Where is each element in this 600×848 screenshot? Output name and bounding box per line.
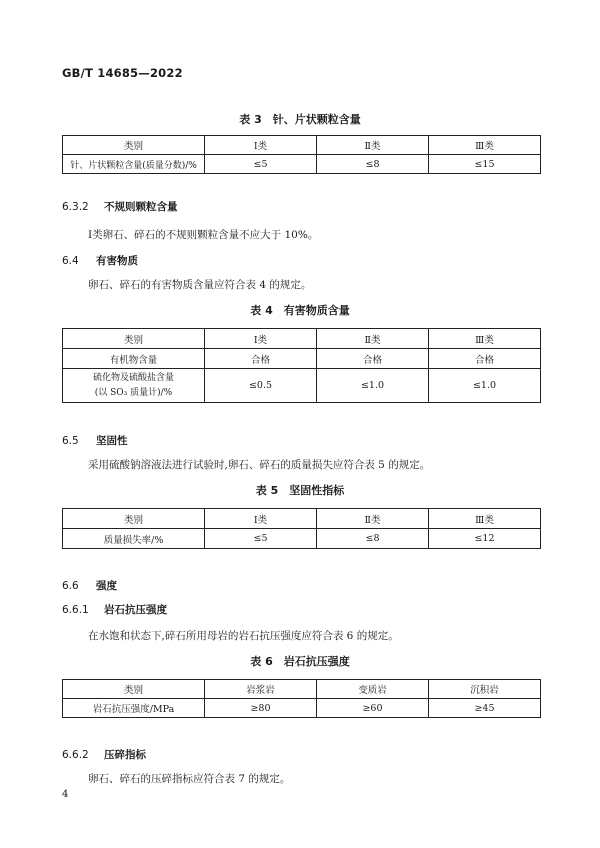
table-cell: ≤1.0 bbox=[429, 369, 541, 403]
table-6-header-row bbox=[63, 680, 541, 699]
section-title: 不规则颗粒含量 bbox=[104, 201, 178, 213]
page-number: 4 bbox=[62, 789, 69, 800]
table-row bbox=[63, 369, 541, 403]
table-cell: 岩石抗压强度/MPa bbox=[63, 699, 205, 718]
table-header-cell: 岩浆岩 bbox=[205, 680, 317, 699]
section-6-5-heading bbox=[62, 433, 128, 448]
table-cell: 合格 bbox=[429, 349, 541, 369]
section-title: 压碎指标 bbox=[104, 749, 146, 761]
table-cell: ≤5 bbox=[205, 155, 317, 174]
table-row bbox=[63, 155, 541, 174]
section-number: 6.6.2 bbox=[62, 749, 89, 761]
table-5 bbox=[62, 508, 541, 549]
table-header-cell: 沉积岩 bbox=[429, 680, 541, 699]
table-6 bbox=[62, 679, 541, 718]
table-cell: ≤1.0 bbox=[317, 369, 429, 403]
table-cell: 合格 bbox=[317, 349, 429, 369]
table-cell: ≤12 bbox=[429, 529, 541, 549]
table-cell: ≤8 bbox=[317, 155, 429, 174]
section-number: 6.6.1 bbox=[62, 604, 89, 616]
section-6-4-heading bbox=[62, 253, 138, 268]
table-header-cell: Ⅲ类 bbox=[429, 136, 541, 155]
section-title: 坚固性 bbox=[96, 435, 128, 447]
table-row bbox=[63, 349, 541, 369]
table-header-cell: Ⅰ类 bbox=[205, 329, 317, 349]
table-cell: ≥80 bbox=[205, 699, 317, 718]
section-title: 强度 bbox=[96, 580, 117, 592]
section-number: 6.4 bbox=[62, 255, 79, 267]
section-6-6-1-heading bbox=[62, 602, 167, 617]
section-title: 岩石抗压强度 bbox=[104, 604, 167, 616]
table-row bbox=[63, 529, 541, 549]
table-header-cell: Ⅰ类 bbox=[205, 509, 317, 529]
section-number: 6.5 bbox=[62, 435, 79, 447]
table-header-cell: Ⅱ类 bbox=[317, 136, 429, 155]
table-6-caption: 表 6 岩石抗压强度 bbox=[250, 655, 350, 668]
table-4-caption: 表 4 有害物质含量 bbox=[250, 304, 350, 317]
table-header-cell: Ⅱ类 bbox=[317, 509, 429, 529]
table-3-caption: 表 3 针、片状颗粒含量 bbox=[239, 113, 361, 126]
table-header-cell: 类别 bbox=[63, 680, 205, 699]
table-cell: 合格 bbox=[205, 349, 317, 369]
table-cell: ≤15 bbox=[429, 155, 541, 174]
table-header-cell: 类别 bbox=[63, 329, 205, 349]
table-header-cell: Ⅲ类 bbox=[429, 509, 541, 529]
table-cell: ≤8 bbox=[317, 529, 429, 549]
table-4 bbox=[62, 328, 541, 403]
table-cell: ≤5 bbox=[205, 529, 317, 549]
section-6-3-2-text: Ⅰ类卵石、碎石的不规则颗粒含量不应大于 10%。 bbox=[88, 229, 319, 241]
standard-number: GB/T 14685—2022 bbox=[62, 66, 183, 80]
table-5-caption: 表 5 坚固性指标 bbox=[255, 484, 345, 497]
table-header-cell: Ⅲ类 bbox=[429, 329, 541, 349]
section-title: 有害物质 bbox=[96, 255, 138, 267]
table-4-header-row bbox=[63, 329, 541, 349]
table-cell: 质量损失率/% bbox=[63, 529, 205, 549]
table-cell: ≥60 bbox=[317, 699, 429, 718]
cell-line: (以 SO₃ 质量计)/% bbox=[94, 387, 173, 398]
table-header-cell: Ⅱ类 bbox=[317, 329, 429, 349]
table-cell: ≥45 bbox=[429, 699, 541, 718]
table-cell bbox=[63, 369, 205, 403]
table-5-header-row bbox=[63, 509, 541, 529]
cell-line: 硫化物及硫酸盐含量 bbox=[92, 372, 174, 383]
section-6-6-2-text: 卵石、碎石的压碎指标应符合表 7 的规定。 bbox=[88, 773, 291, 785]
table-header-cell: 变质岩 bbox=[317, 680, 429, 699]
section-6-6-1-text: 在水饱和状态下,碎石所用母岩的岩石抗压强度应符合表 6 的规定。 bbox=[88, 630, 399, 642]
section-number: 6.6 bbox=[62, 580, 79, 592]
table-row bbox=[63, 699, 541, 718]
table-3-header-row bbox=[63, 136, 541, 155]
table-header-cell: 类别 bbox=[63, 136, 205, 155]
table-cell: 针、片状颗粒含量(质量分数)/% bbox=[63, 155, 205, 174]
section-number: 6.3.2 bbox=[62, 201, 89, 213]
section-6-3-2-heading bbox=[62, 199, 178, 214]
table-cell: ≤0.5 bbox=[205, 369, 317, 403]
table-header-cell: Ⅰ类 bbox=[205, 136, 317, 155]
section-6-6-heading bbox=[62, 578, 117, 593]
table-header-cell: 类别 bbox=[63, 509, 205, 529]
table-cell: 有机物含量 bbox=[63, 349, 205, 369]
section-6-6-2-heading bbox=[62, 747, 146, 762]
section-6-5-text: 采用硫酸钠溶液法进行试验时,卵石、碎石的质量损失应符合表 5 的规定。 bbox=[88, 459, 431, 471]
section-6-4-text: 卵石、碎石的有害物质含量应符合表 4 的规定。 bbox=[88, 279, 312, 291]
table-3 bbox=[62, 135, 541, 174]
